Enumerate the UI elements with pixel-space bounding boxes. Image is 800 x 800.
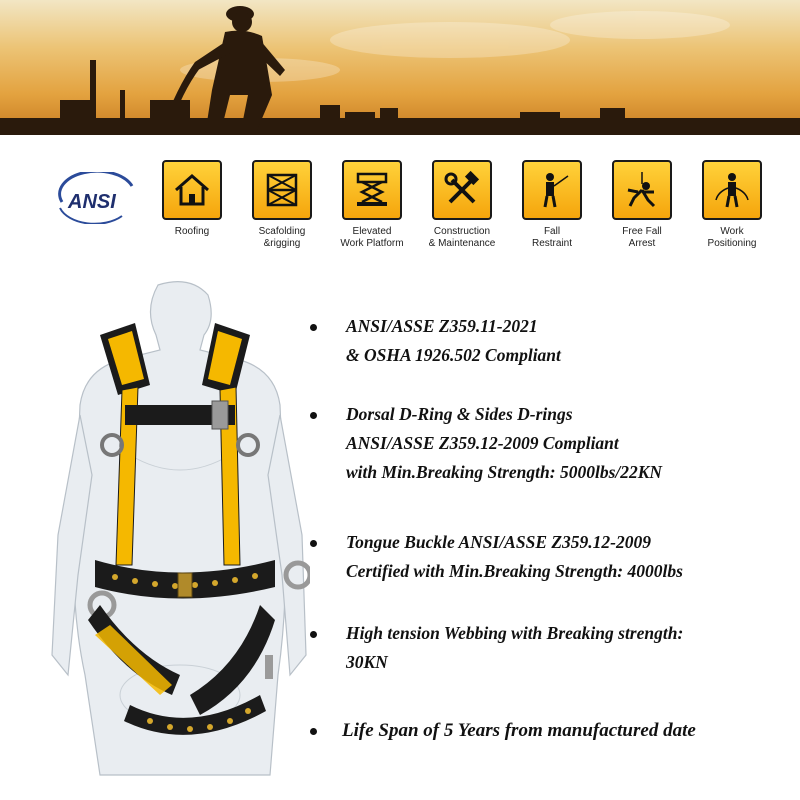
feature-text: Life Span of 5 Years from manufactured date [342, 720, 696, 741]
use-case-work-positioning [690, 160, 774, 250]
scissor-lift-icon [342, 160, 402, 220]
use-case-construction [420, 160, 504, 250]
scaffold-icon [252, 160, 312, 220]
use-case-icons [150, 160, 790, 260]
house-roof-icon [162, 160, 222, 220]
feature-text: Dorsal D-Ring & Sides D-rings ANSI/ASSE Z359.12-2009 Compliant with Min.Breaking Strength: 5000lbs/22KN [346, 404, 663, 482]
bullet-icon [310, 540, 317, 547]
worker-positioning-icon [702, 160, 762, 220]
use-case-label: Roofing [174, 226, 210, 237]
use-case-free-fall-arrest [600, 160, 684, 250]
bullet-icon [310, 324, 317, 331]
use-case-label: Elevated Work Platform [340, 226, 404, 249]
use-case-scaffolding [240, 160, 324, 250]
use-case-elevated-platform [330, 160, 414, 250]
bullet-icon [310, 728, 317, 735]
feature-text: ANSI/ASSE Z359.11-2021 & OSHA 1926.502 Compliant [346, 316, 561, 365]
banner-photo [0, 0, 800, 135]
ansi-logo-text: ANSI [68, 191, 116, 213]
bullet-icon [310, 631, 317, 638]
bullet-icon [310, 412, 317, 419]
use-case-roofing [150, 160, 234, 238]
ansi-logo [52, 172, 140, 224]
use-case-label: Construction & Maintenance [428, 226, 496, 249]
use-case-fall-restraint [510, 160, 594, 250]
worker-restraint-icon [522, 160, 582, 220]
use-case-label: Fall Restraint [531, 226, 572, 249]
feature-text: High tension Webbing with Breaking strength: 30KN [346, 623, 684, 672]
use-case-label: Work Positioning [707, 226, 757, 249]
use-case-label: Free Fall Arrest [622, 226, 662, 249]
falling-person-icon [612, 160, 672, 220]
use-case-label: Scafolding &rigging [258, 226, 306, 249]
feature-text: Tongue Buckle ANSI/ASSE Z359.12-2009 Certified with Min.Breaking Strength: 4000lbs [346, 532, 683, 581]
hammer-wrench-icon [432, 160, 492, 220]
harness-product-image [40, 275, 310, 790]
